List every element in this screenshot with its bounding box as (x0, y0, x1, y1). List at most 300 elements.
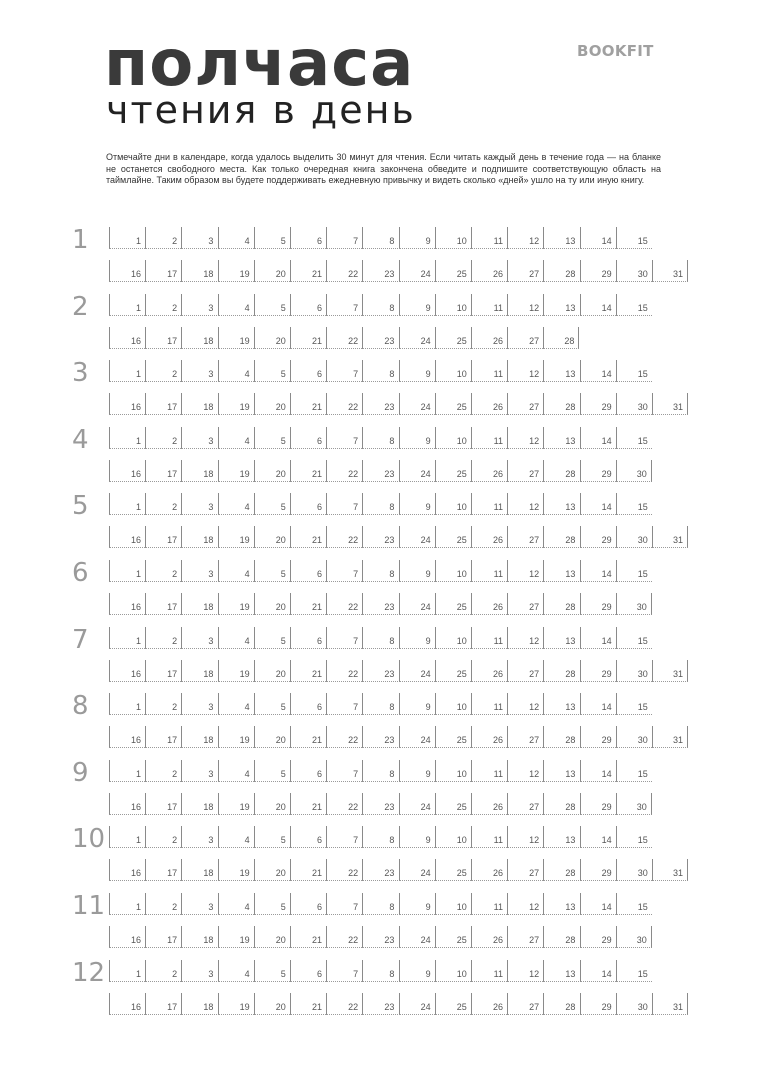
day-cell[interactable] (399, 859, 435, 881)
day-cell[interactable] (543, 593, 579, 615)
day-cell[interactable] (580, 227, 616, 249)
day-cell[interactable] (326, 693, 362, 715)
day-cell[interactable] (326, 227, 362, 249)
day-cell[interactable] (616, 593, 652, 615)
day-cell[interactable] (109, 960, 145, 982)
day-cell[interactable] (399, 327, 435, 349)
day-cell[interactable] (218, 227, 254, 249)
day-cell[interactable] (218, 427, 254, 449)
day-cell[interactable] (145, 526, 181, 548)
day-cell[interactable] (362, 327, 398, 349)
day-cell[interactable] (435, 393, 471, 415)
day-cell[interactable] (580, 893, 616, 915)
day-cell[interactable] (471, 660, 507, 682)
day-cell[interactable] (145, 393, 181, 415)
day-cell[interactable] (507, 960, 543, 982)
day-cell[interactable] (580, 493, 616, 515)
day-cell[interactable] (326, 960, 362, 982)
day-cell[interactable] (435, 960, 471, 982)
day-cell[interactable] (471, 593, 507, 615)
day-cell[interactable] (399, 227, 435, 249)
day-cell[interactable] (362, 227, 398, 249)
day-cell[interactable] (218, 793, 254, 815)
day-cell[interactable] (326, 260, 362, 282)
day-cell[interactable] (362, 493, 398, 515)
day-cell[interactable] (471, 859, 507, 881)
day-cell[interactable] (290, 826, 326, 848)
day-cell[interactable] (326, 893, 362, 915)
day-cell[interactable] (290, 260, 326, 282)
day-cell[interactable] (109, 327, 145, 349)
day-cell[interactable] (145, 693, 181, 715)
day-cell[interactable] (399, 260, 435, 282)
day-cell[interactable] (507, 260, 543, 282)
day-cell[interactable] (254, 227, 290, 249)
day-cell[interactable] (399, 493, 435, 515)
day-cell[interactable] (580, 660, 616, 682)
day-cell[interactable] (507, 726, 543, 748)
day-cell[interactable] (145, 660, 181, 682)
day-cell[interactable] (580, 560, 616, 582)
day-cell[interactable] (362, 560, 398, 582)
day-cell[interactable] (145, 460, 181, 482)
day-cell[interactable] (326, 593, 362, 615)
day-cell[interactable] (507, 693, 543, 715)
day-cell[interactable] (145, 760, 181, 782)
day-cell[interactable] (471, 760, 507, 782)
day-cell[interactable] (145, 993, 181, 1015)
day-cell[interactable] (543, 260, 579, 282)
day-cell[interactable] (109, 227, 145, 249)
day-cell[interactable] (290, 460, 326, 482)
day-cell[interactable] (109, 760, 145, 782)
day-cell[interactable] (254, 793, 290, 815)
day-cell[interactable] (616, 760, 652, 782)
day-cell[interactable] (254, 859, 290, 881)
day-cell[interactable] (290, 993, 326, 1015)
day-cell[interactable] (145, 427, 181, 449)
day-cell[interactable] (471, 327, 507, 349)
day-cell[interactable] (580, 526, 616, 548)
day-cell[interactable] (218, 260, 254, 282)
day-cell[interactable] (543, 526, 579, 548)
day-cell[interactable] (181, 593, 217, 615)
day-cell[interactable] (218, 859, 254, 881)
day-cell[interactable] (326, 826, 362, 848)
day-cell[interactable] (616, 726, 652, 748)
day-cell[interactable] (543, 693, 579, 715)
day-cell[interactable] (471, 926, 507, 948)
day-cell[interactable] (181, 294, 217, 316)
day-cell[interactable] (616, 560, 652, 582)
day-cell[interactable] (218, 294, 254, 316)
day-cell[interactable] (109, 993, 145, 1015)
day-cell[interactable] (109, 360, 145, 382)
day-cell[interactable] (362, 526, 398, 548)
day-cell[interactable] (471, 460, 507, 482)
day-cell[interactable] (471, 893, 507, 915)
day-cell[interactable] (326, 493, 362, 515)
day-cell[interactable] (109, 693, 145, 715)
day-cell[interactable] (326, 427, 362, 449)
day-cell[interactable] (290, 593, 326, 615)
day-cell[interactable] (362, 859, 398, 881)
day-cell[interactable] (652, 526, 688, 548)
day-cell[interactable] (580, 793, 616, 815)
day-cell[interactable] (145, 627, 181, 649)
day-cell[interactable] (181, 460, 217, 482)
day-cell[interactable] (507, 627, 543, 649)
day-cell[interactable] (181, 893, 217, 915)
day-cell[interactable] (290, 926, 326, 948)
day-cell[interactable] (399, 926, 435, 948)
day-cell[interactable] (580, 393, 616, 415)
day-cell[interactable] (471, 260, 507, 282)
day-cell[interactable] (254, 493, 290, 515)
day-cell[interactable] (290, 560, 326, 582)
day-cell[interactable] (616, 660, 652, 682)
day-cell[interactable] (471, 526, 507, 548)
day-cell[interactable] (435, 427, 471, 449)
day-cell[interactable] (181, 360, 217, 382)
day-cell[interactable] (218, 393, 254, 415)
day-cell[interactable] (471, 393, 507, 415)
day-cell[interactable] (145, 926, 181, 948)
day-cell[interactable] (543, 960, 579, 982)
day-cell[interactable] (471, 227, 507, 249)
day-cell[interactable] (616, 793, 652, 815)
day-cell[interactable] (362, 893, 398, 915)
day-cell[interactable] (543, 427, 579, 449)
day-cell[interactable] (362, 660, 398, 682)
day-cell[interactable] (507, 993, 543, 1015)
day-cell[interactable] (616, 460, 652, 482)
day-cell[interactable] (218, 526, 254, 548)
day-cell[interactable] (290, 893, 326, 915)
day-cell[interactable] (218, 560, 254, 582)
day-cell[interactable] (109, 593, 145, 615)
day-cell[interactable] (471, 560, 507, 582)
day-cell[interactable] (181, 793, 217, 815)
day-cell[interactable] (362, 260, 398, 282)
day-cell[interactable] (435, 593, 471, 615)
day-cell[interactable] (290, 526, 326, 548)
day-cell[interactable] (616, 826, 652, 848)
day-cell[interactable] (471, 294, 507, 316)
day-cell[interactable] (326, 926, 362, 948)
day-cell[interactable] (507, 593, 543, 615)
day-cell[interactable] (507, 560, 543, 582)
day-cell[interactable] (218, 660, 254, 682)
day-cell[interactable] (145, 593, 181, 615)
day-cell[interactable] (435, 627, 471, 649)
day-cell[interactable] (399, 593, 435, 615)
day-cell[interactable] (254, 593, 290, 615)
day-cell[interactable] (290, 627, 326, 649)
day-cell[interactable] (145, 360, 181, 382)
day-cell[interactable] (109, 427, 145, 449)
day-cell[interactable] (290, 360, 326, 382)
day-cell[interactable] (326, 726, 362, 748)
day-cell[interactable] (616, 360, 652, 382)
day-cell[interactable] (145, 960, 181, 982)
day-cell[interactable] (181, 327, 217, 349)
day-cell[interactable] (543, 627, 579, 649)
day-cell[interactable] (471, 427, 507, 449)
day-cell[interactable] (399, 693, 435, 715)
day-cell[interactable] (507, 493, 543, 515)
day-cell[interactable] (254, 627, 290, 649)
day-cell[interactable] (471, 793, 507, 815)
day-cell[interactable] (218, 993, 254, 1015)
day-cell[interactable] (399, 660, 435, 682)
day-cell[interactable] (218, 926, 254, 948)
day-cell[interactable] (543, 360, 579, 382)
day-cell[interactable] (145, 227, 181, 249)
day-cell[interactable] (326, 793, 362, 815)
day-cell[interactable] (145, 793, 181, 815)
day-cell[interactable] (543, 859, 579, 881)
day-cell[interactable] (254, 360, 290, 382)
day-cell[interactable] (145, 493, 181, 515)
day-cell[interactable] (362, 427, 398, 449)
day-cell[interactable] (543, 726, 579, 748)
day-cell[interactable] (254, 993, 290, 1015)
day-cell[interactable] (362, 294, 398, 316)
day-cell[interactable] (109, 294, 145, 316)
day-cell[interactable] (362, 726, 398, 748)
day-cell[interactable] (181, 393, 217, 415)
day-cell[interactable] (507, 327, 543, 349)
day-cell[interactable] (435, 859, 471, 881)
day-cell[interactable] (290, 327, 326, 349)
day-cell[interactable] (218, 826, 254, 848)
day-cell[interactable] (616, 260, 652, 282)
day-cell[interactable] (181, 960, 217, 982)
day-cell[interactable] (399, 460, 435, 482)
day-cell[interactable] (580, 460, 616, 482)
day-cell[interactable] (254, 660, 290, 682)
day-cell[interactable] (181, 693, 217, 715)
day-cell[interactable] (507, 393, 543, 415)
day-cell[interactable] (181, 859, 217, 881)
day-cell[interactable] (290, 427, 326, 449)
day-cell[interactable] (109, 393, 145, 415)
day-cell[interactable] (326, 294, 362, 316)
day-cell[interactable] (145, 859, 181, 881)
day-cell[interactable] (507, 227, 543, 249)
day-cell[interactable] (218, 693, 254, 715)
day-cell[interactable] (109, 826, 145, 848)
day-cell[interactable] (254, 893, 290, 915)
day-cell[interactable] (435, 493, 471, 515)
day-cell[interactable] (471, 993, 507, 1015)
day-cell[interactable] (616, 693, 652, 715)
day-cell[interactable] (399, 993, 435, 1015)
day-cell[interactable] (543, 227, 579, 249)
day-cell[interactable] (471, 360, 507, 382)
day-cell[interactable] (181, 627, 217, 649)
day-cell[interactable] (218, 460, 254, 482)
day-cell[interactable] (254, 460, 290, 482)
day-cell[interactable] (435, 526, 471, 548)
day-cell[interactable] (580, 760, 616, 782)
day-cell[interactable] (362, 826, 398, 848)
day-cell[interactable] (616, 526, 652, 548)
day-cell[interactable] (543, 826, 579, 848)
day-cell[interactable] (580, 294, 616, 316)
day-cell[interactable] (543, 926, 579, 948)
day-cell[interactable] (362, 393, 398, 415)
day-cell[interactable] (652, 726, 688, 748)
day-cell[interactable] (471, 826, 507, 848)
day-cell[interactable] (399, 826, 435, 848)
day-cell[interactable] (543, 460, 579, 482)
day-cell[interactable] (580, 926, 616, 948)
day-cell[interactable] (290, 793, 326, 815)
day-cell[interactable] (290, 294, 326, 316)
day-cell[interactable] (109, 926, 145, 948)
day-cell[interactable] (616, 227, 652, 249)
day-cell[interactable] (435, 893, 471, 915)
day-cell[interactable] (471, 726, 507, 748)
day-cell[interactable] (435, 926, 471, 948)
day-cell[interactable] (399, 627, 435, 649)
day-cell[interactable] (326, 760, 362, 782)
day-cell[interactable] (145, 826, 181, 848)
day-cell[interactable] (145, 327, 181, 349)
day-cell[interactable] (290, 227, 326, 249)
day-cell[interactable] (326, 327, 362, 349)
day-cell[interactable] (652, 993, 688, 1015)
day-cell[interactable] (109, 859, 145, 881)
day-cell[interactable] (109, 793, 145, 815)
day-cell[interactable] (218, 760, 254, 782)
day-cell[interactable] (507, 427, 543, 449)
day-cell[interactable] (435, 826, 471, 848)
day-cell[interactable] (254, 393, 290, 415)
day-cell[interactable] (254, 294, 290, 316)
day-cell[interactable] (218, 493, 254, 515)
day-cell[interactable] (181, 926, 217, 948)
day-cell[interactable] (435, 760, 471, 782)
day-cell[interactable] (435, 726, 471, 748)
day-cell[interactable] (181, 260, 217, 282)
day-cell[interactable] (290, 660, 326, 682)
day-cell[interactable] (652, 393, 688, 415)
day-cell[interactable] (580, 627, 616, 649)
day-cell[interactable] (326, 560, 362, 582)
day-cell[interactable] (435, 260, 471, 282)
day-cell[interactable] (362, 960, 398, 982)
day-cell[interactable] (543, 893, 579, 915)
day-cell[interactable] (218, 960, 254, 982)
day-cell[interactable] (652, 859, 688, 881)
day-cell[interactable] (543, 760, 579, 782)
day-cell[interactable] (543, 393, 579, 415)
day-cell[interactable] (616, 294, 652, 316)
day-cell[interactable] (580, 960, 616, 982)
day-cell[interactable] (218, 627, 254, 649)
day-cell[interactable] (507, 526, 543, 548)
day-cell[interactable] (181, 726, 217, 748)
day-cell[interactable] (290, 493, 326, 515)
day-cell[interactable] (580, 260, 616, 282)
day-cell[interactable] (254, 960, 290, 982)
day-cell[interactable] (471, 627, 507, 649)
day-cell[interactable] (543, 660, 579, 682)
day-cell[interactable] (507, 294, 543, 316)
day-cell[interactable] (254, 693, 290, 715)
day-cell[interactable] (652, 660, 688, 682)
day-cell[interactable] (652, 260, 688, 282)
day-cell[interactable] (399, 294, 435, 316)
day-cell[interactable] (181, 493, 217, 515)
day-cell[interactable] (507, 826, 543, 848)
day-cell[interactable] (254, 926, 290, 948)
day-cell[interactable] (109, 560, 145, 582)
day-cell[interactable] (616, 993, 652, 1015)
day-cell[interactable] (616, 493, 652, 515)
day-cell[interactable] (580, 360, 616, 382)
day-cell[interactable] (326, 393, 362, 415)
day-cell[interactable] (616, 893, 652, 915)
day-cell[interactable] (109, 260, 145, 282)
day-cell[interactable] (435, 294, 471, 316)
day-cell[interactable] (218, 593, 254, 615)
day-cell[interactable] (109, 493, 145, 515)
day-cell[interactable] (507, 926, 543, 948)
day-cell[interactable] (616, 627, 652, 649)
day-cell[interactable] (254, 327, 290, 349)
day-cell[interactable] (254, 260, 290, 282)
day-cell[interactable] (580, 826, 616, 848)
day-cell[interactable] (109, 726, 145, 748)
day-cell[interactable] (181, 227, 217, 249)
day-cell[interactable] (290, 960, 326, 982)
day-cell[interactable] (181, 993, 217, 1015)
day-cell[interactable] (399, 427, 435, 449)
day-cell[interactable] (399, 360, 435, 382)
day-cell[interactable] (218, 327, 254, 349)
day-cell[interactable] (218, 360, 254, 382)
day-cell[interactable] (471, 493, 507, 515)
day-cell[interactable] (580, 693, 616, 715)
day-cell[interactable] (254, 427, 290, 449)
day-cell[interactable] (435, 360, 471, 382)
day-cell[interactable] (326, 360, 362, 382)
day-cell[interactable] (326, 660, 362, 682)
day-cell[interactable] (399, 760, 435, 782)
day-cell[interactable] (616, 393, 652, 415)
day-cell[interactable] (290, 726, 326, 748)
day-cell[interactable] (362, 460, 398, 482)
day-cell[interactable] (616, 427, 652, 449)
day-cell[interactable] (254, 726, 290, 748)
day-cell[interactable] (399, 393, 435, 415)
day-cell[interactable] (326, 859, 362, 881)
day-cell[interactable] (616, 960, 652, 982)
day-cell[interactable] (616, 926, 652, 948)
day-cell[interactable] (580, 859, 616, 881)
day-cell[interactable] (181, 760, 217, 782)
day-cell[interactable] (290, 760, 326, 782)
day-cell[interactable] (181, 826, 217, 848)
day-cell[interactable] (218, 726, 254, 748)
day-cell[interactable] (145, 260, 181, 282)
day-cell[interactable] (435, 227, 471, 249)
day-cell[interactable] (109, 460, 145, 482)
